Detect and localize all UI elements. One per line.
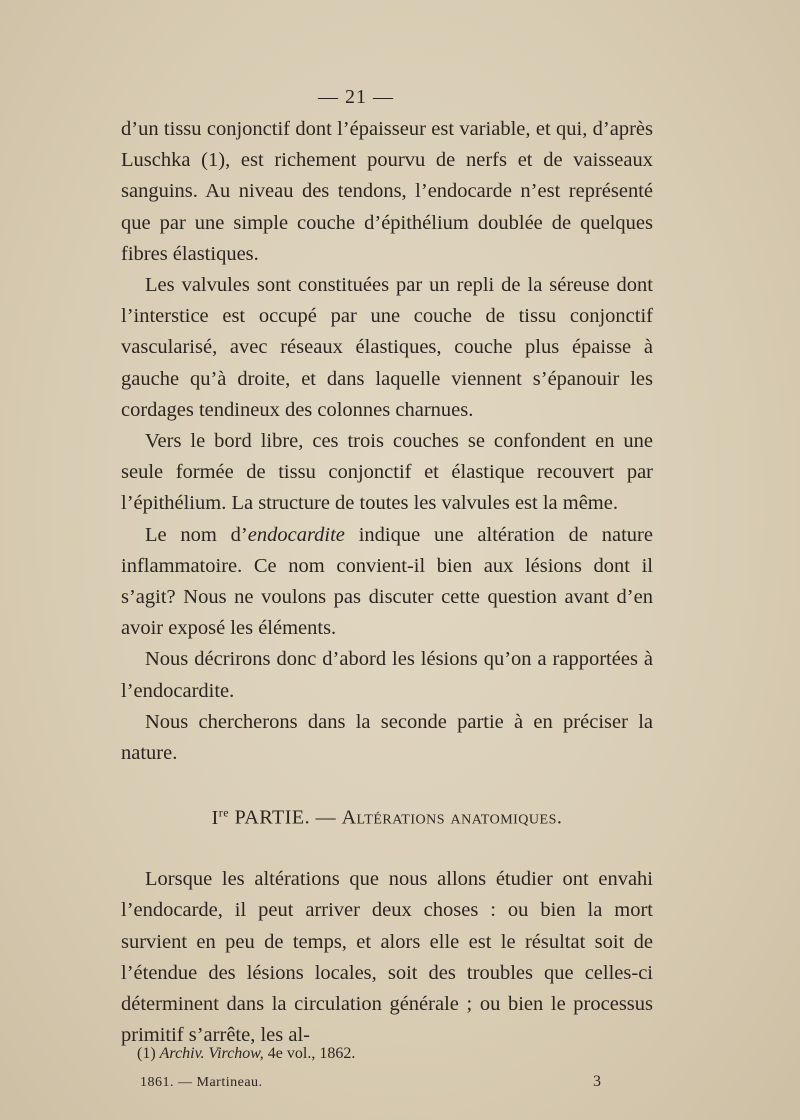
page-number: — 21 —	[318, 86, 394, 108]
paragraph-tissue: d’un tissu conjonctif dont l’épaisseur est variable, et qui, d’après Luschka (1), est richement pourvu de nerfs et de vaisseaux sanguins. Au niveau des tendons, l’endocarde n’est représenté que par une simple couche d’épithélium doublée de quelques fibres élastiques.	[121, 118, 653, 265]
printer-signature: 1861. — Martineau.	[140, 1075, 263, 1090]
endocarditis-term: endocardite	[247, 523, 345, 546]
footnote-detail: 4e vol., 1862.	[267, 1045, 356, 1062]
section-heading	[121, 797, 653, 834]
paragraph-endocarditis-before: Le nom d’	[145, 523, 248, 546]
paragraph-valves: Les valvules sont constituées par un repli de la séreuse dont l’interstice est occupé par une couche de tissu conjonctif vascularisé, avec réseaux élastiques, couche plus épaisse à gauche qu’à droite, et dans laquelle viennent s’épanouir les cordages tendineux des colonnes charnues.	[121, 274, 653, 421]
footnote	[137, 1045, 355, 1063]
paragraph-endocarditis-after: indique une altération de nature inflammatoire. Ce nom convient-il bien aux lésions dont il s’agit? Nous ne voulons pas discuter cette question avant d’en avoir exposé les éléments.	[121, 523, 653, 640]
paragraph-alterations: Lorsque les altérations que nous allons étudier ont envahi l’endocarde, il peut arriver deux choses : ou bien la mort survient en peu de temps, et alors elle est le résultat soit de l’étendue des lésions locales, soit des troubles que celles-ci déterminent dans la circulation générale ; ou bien le processus primitif s’arrête, les al-	[121, 868, 653, 1047]
paragraph-describe: Nous décrirons donc d’abord les lésions qu’on a rapportées à l’endocardite.	[121, 648, 653, 702]
section-heading-roman: Ire	[211, 805, 230, 829]
section-heading-title: Altérations anatomiques.	[341, 806, 563, 829]
section-heading-dash: —	[315, 806, 337, 829]
footnote-marker: (1)	[137, 1045, 156, 1062]
paragraph-endocarditis-name	[121, 520, 653, 645]
sheet-mark: 3	[593, 1073, 601, 1090]
body-text	[121, 114, 653, 1051]
paragraph-second-part: Nous chercherons dans la seconde partie à en préciser la nature.	[121, 710, 653, 765]
paragraph-free-edge: Vers le bord libre, ces trois couches se confondent en une seule formée de tissu conjonctif et élastique recouvert par l’épithélium. La structure de toutes les valvules est la même.	[121, 430, 653, 515]
section-heading-part: PARTIE.	[234, 806, 311, 829]
footnote-source: Archiv. Virchow,	[159, 1045, 264, 1062]
